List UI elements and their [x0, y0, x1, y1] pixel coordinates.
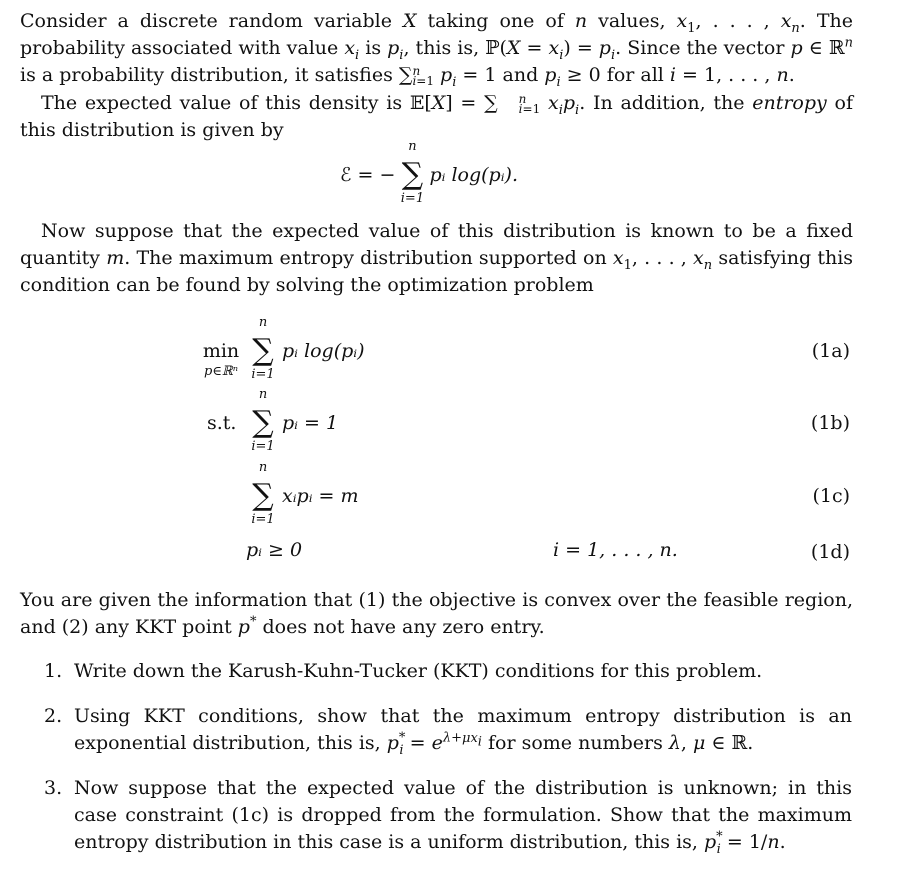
given-info-paragraph: You are given the information that (1) the objective is convex over the feasible region, and (2) any KKT point p* does not have any zero entry.: [20, 589, 853, 638]
eq-1a: min p∈ℝⁿ n ∑ i=1 pᵢ log(pᵢ) (1a): [202, 315, 850, 382]
eq-1d: pᵢ ≥ 0 i = 1, . . . , n. (1d): [246, 539, 850, 563]
eq-1c: n ∑ i=1 xᵢpᵢ = m (1c): [251, 460, 850, 527]
eq-1b: s.t. n ∑ i=1 pᵢ = 1 (1b): [207, 387, 850, 454]
expected-value-paragraph: The expected value of this density is 𝔼[X] = ∑ n i=1 $x_ip_i$. In addition, the entropy of this distribution is given by: [20, 92, 854, 141]
optimization-paragraph: Now suppose that the expected value of this distribution is known to be a fixed quantity m. The maximum entropy distribution supported on $x_1$, . . . , $x_n$ satisfying this condition can be found by solving the optimization problem: [20, 220, 854, 296]
entropy-equation: ℰ = − n ∑ i=1 pᵢ log(pᵢ).: [340, 139, 518, 206]
intro-paragraph: Consider a discrete random variable X taking one of n values, $x_1$, . . . , $x_n$. The probability associated with value $x_i$ is $p_i$, this is, ℙ(X = $x_i) = p_i$. Since the vector p ∈ ℝ$^n$ is a probability distribution, it satisfies ∑ n i=1 $p_i = 1$ and $p_i \ge 0$ for all i = 1, . . . , n.: [20, 10, 853, 90]
document-page: Consider a discrete random variable X taking one of n values, $x_1$, . . . , $x_n$. The probability associated with value $x_i$ is $p_i$, this is, ℙ(X = $x_i) = p_i$. Since the vector p ∈ ℝ$^n$ is a probability distribution, it satisfies ∑ n i=1 $p_i = 1$ and $p_i \ge 0$ for all i = 1, . . . , n. The expected value of this density is 𝔼[X] = ∑ n i=1 $x_ip_i$. In addition, the entropy of this distribution is given by ℰ = − n ∑ i=1 pᵢ log(pᵢ). Now suppose that the expected value of this distribution is known to be a fixed quantity m. The maximum entropy distribution supported on $x_1$, . . . , $x_n$ satisfying this condition can be found by solving the optimization problem min p∈ℝⁿ n ∑ i=1 pᵢ log(pᵢ) (1a) s.t. n ∑ i=1 pᵢ = 1 (1b) n ∑ i=1 xᵢpᵢ = m (1c) pᵢ ≥ 0 i = 1, . . . , n. (1d) You are given the information that (1) the objective is convex over the feasible region, and (2) any KKT point p* does not have any zero entry. 1. Write down the Karush-Kuhn-Tucker (KKT) conditions for this problem. 2. Using KKT conditions, show that the maximum entropy distribution is an exponential distribution, this is, $p^*_i = e^{\lambda+\mu x_i}$ for some numbers λ, μ ∈ ℝ. 3. Now suppose that the expected value of the distribution is unknown; in this case constraint (1c) is dropped from the formulation. Show that the maximum entropy distribution in this case is a uniform distribution, this is, $p^*_i = 1/n$.: [0, 0, 906, 870]
